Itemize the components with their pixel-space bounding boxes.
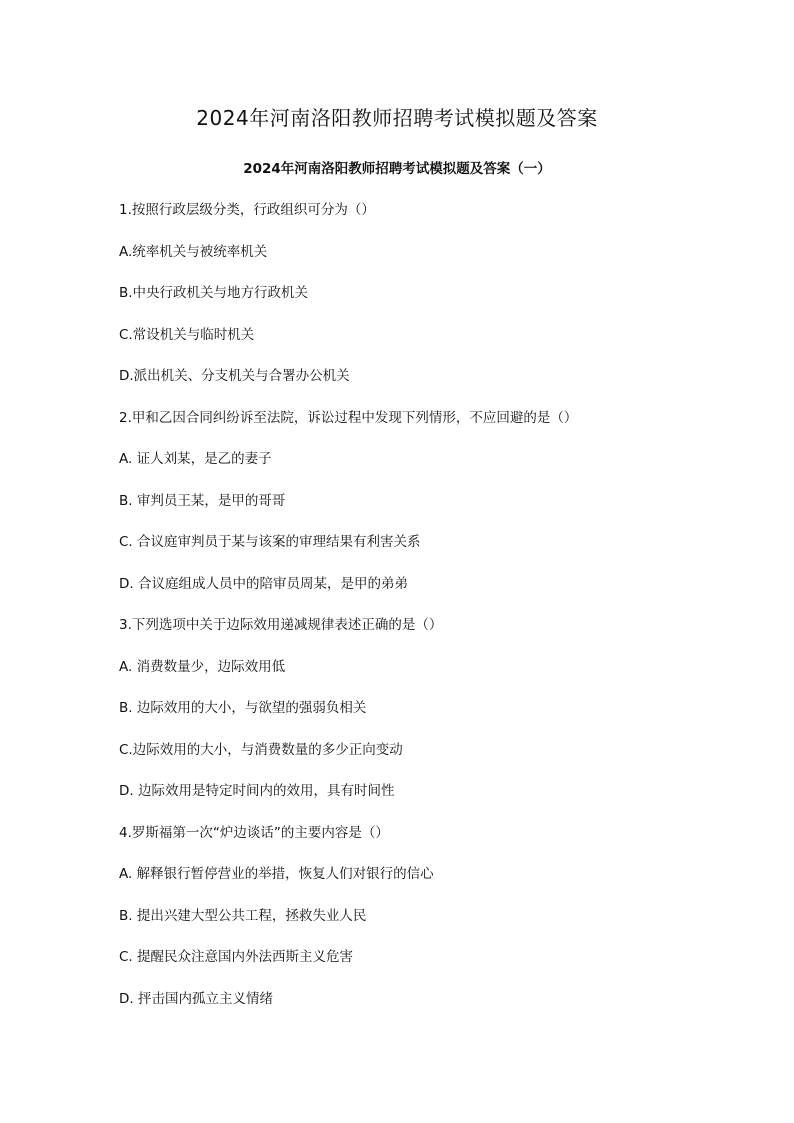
- question-stem: 1.按照行政层级分类，行政组织可分为（）: [119, 202, 375, 218]
- question-option-d: D. 合议庭组成人员中的陪审员周某，是甲的弟弟: [119, 575, 408, 592]
- question-stem: 2.甲和乙因合同纠纷诉至法院，诉讼过程中发现下列情形，不应回避的是（）: [119, 409, 578, 426]
- question-option-c: C. 提醒民众注意国内外法西斯主义危害: [119, 949, 354, 965]
- question-option-d: D.派出机关、分支机关与合署办公机关: [119, 368, 350, 384]
- question-option-b: B. 边际效用的大小，与欲望的强弱负相关: [119, 700, 367, 716]
- question-2: [119, 407, 739, 595]
- question-option-b: B.中央行政机关与地方行政机关: [119, 285, 309, 301]
- question-option-a: A. 消费数量少，边际效用低: [119, 658, 286, 675]
- document-subtitle: 2024年河南洛阳教师招聘考试模拟题及答案（一）: [243, 161, 551, 177]
- document-title: 2024年河南洛阳教师招聘考试模拟题及答案: [196, 106, 598, 130]
- question-option-a: A. 解释银行暂停营业的举措，恢复人们对银行的信心: [119, 866, 434, 882]
- question-3: [119, 614, 739, 802]
- question-option-d: D. 边际效用是特定时间内的效用，具有时间性: [119, 783, 395, 799]
- question-stem: 4.罗斯福第一次“炉边谈话”的主要内容是（）: [119, 824, 389, 841]
- question-option-d: D. 抨击国内孤立主义情绪: [119, 990, 273, 1007]
- question-option-c: C. 合议庭审判员于某与该案的审理结果有利害关系: [119, 534, 421, 550]
- question-option-c: C.常设机关与临时机关: [119, 326, 255, 343]
- question-option-b: B. 提出兴建大型公共工程，拯救失业人民: [119, 907, 367, 924]
- question-option-a: A. 证人刘某，是乙的妻子: [119, 451, 272, 467]
- question-4: [119, 822, 739, 1010]
- question-stem: 3.下列选项中关于边际效用递减规律表述正确的是（）: [119, 617, 443, 633]
- question-option-b: B. 审判员王某，是甲的哥哥: [119, 492, 286, 509]
- question-list: [119, 199, 739, 1029]
- question-option-a: A.统率机关与被统率机关: [119, 243, 268, 260]
- question-option-c: C.边际效用的大小，与消费数量的多少正向变动: [119, 741, 403, 758]
- question-1: [119, 199, 739, 387]
